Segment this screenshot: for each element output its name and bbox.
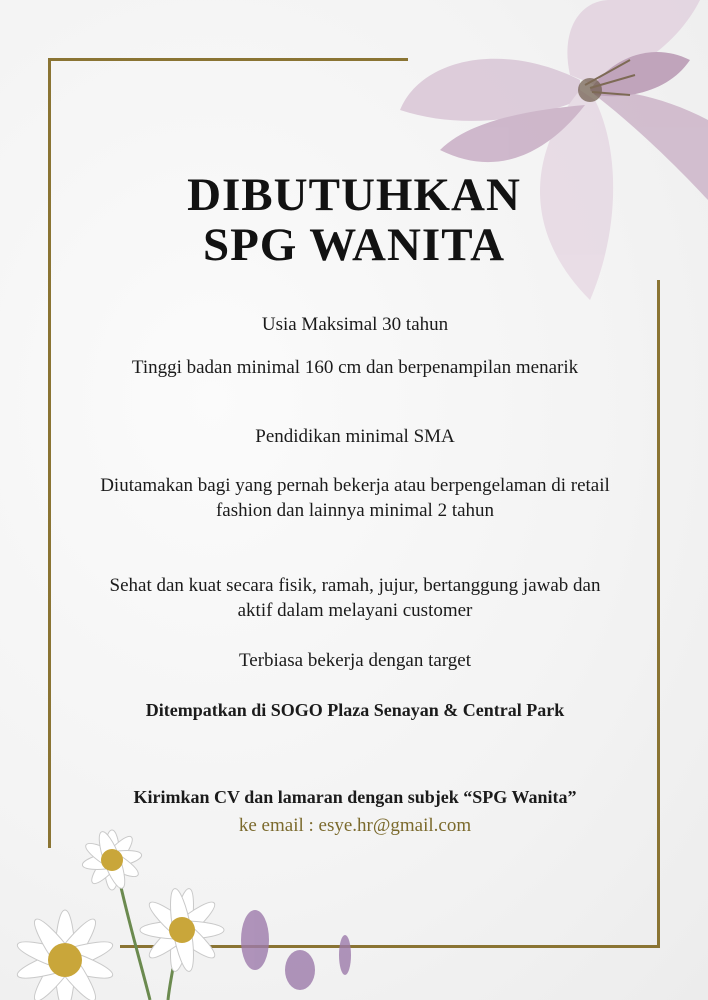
frame-top <box>48 58 408 61</box>
requirement-age: Usia Maksimal 30 tahun <box>261 314 449 335</box>
daisy-flowers-illustration <box>0 820 380 1000</box>
title-line-1: DIBUTUHKAN <box>187 169 521 221</box>
apply-instruction: Kirimkan CV dan lamaran dengan subjek “SPG Wanita” <box>133 787 577 807</box>
page-title <box>0 170 708 270</box>
requirement-health: Sehat dan kuat secara fisik, ramah, jujur, bertanggung jawab dan aktif dalam melayani customer <box>109 575 601 621</box>
title-line-2: SPG WANITA <box>202 219 506 271</box>
email-contact: ke email : esye.hr@gmail.com <box>238 815 472 836</box>
requirement-education: Pendidikan minimal SMA <box>255 426 455 447</box>
requirement-target: Terbiasa bekerja dengan target <box>238 650 471 671</box>
placement-text: Ditempatkan di SOGO Plaza Senayan & Central Park <box>145 700 565 720</box>
frame-right <box>657 280 660 948</box>
requirement-height: Tinggi badan minimal 160 cm dan berpenampilan menarik <box>131 357 579 378</box>
requirement-experience: Diutamakan bagi yang pernah bekerja atau berpengelaman di retail fashion dan lainnya minimal 2 tahun <box>100 475 610 521</box>
